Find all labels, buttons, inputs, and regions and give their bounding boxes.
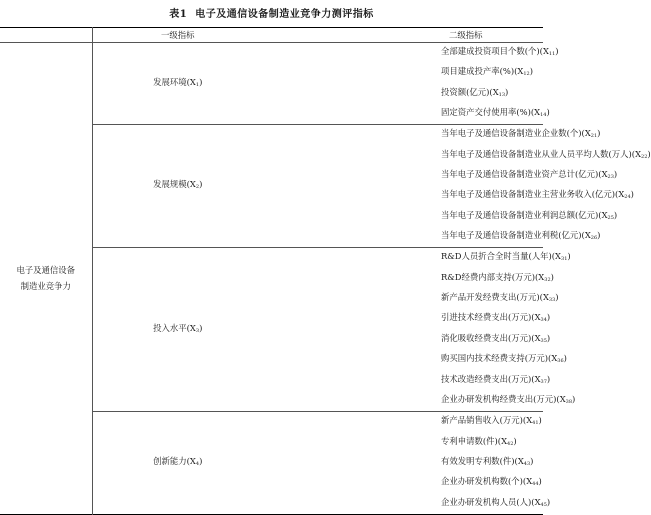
second-level-text: 全部建成投资项目个数(个) [441,46,540,56]
table-body [0,43,651,515]
indicator-subscript: 3 [195,327,200,334]
second-level-cell [263,227,601,248]
indicator-symbol: X [618,189,625,200]
indicator-subscript: 43 [523,460,531,467]
second-level-cell [263,146,651,166]
second-level-item: 企业办研发机构经费支出(万元)$(X_{38})$ [441,393,576,405]
second-level-cell [263,330,551,350]
second-level-cell [263,269,554,289]
indicator-subscript: 2 [195,184,200,191]
second-level-item: 消化吸收经费支出(万元)$(X_{35})$ [441,332,551,344]
indicator-symbol: X [534,107,541,118]
second-level-text: 项目建成投产率(%) [441,66,515,77]
indicator-symbol: X [555,251,562,262]
second-level-cell [263,433,543,453]
second-level-text: 投资额(亿元) [441,86,490,97]
second-level-text: 引进技术经费支出(万元) [441,312,532,323]
indicator-symbol: X [635,148,642,159]
indicator-subscript: 32 [544,276,551,283]
second-level-text: R&D经费内部支持(万元) [441,271,536,282]
indicator-symbol: X [189,322,196,333]
table-row [0,43,543,64]
first-level-cell: 发展环境$(X_1)$ [92,43,263,125]
second-level-cell [263,166,618,186]
indicator-subscript: 4 [195,460,200,467]
first-level-name: 投入水平 [153,322,187,333]
second-level-text: 专利申请数(件) [441,435,498,446]
second-level-text: 企业办研发机构数(个) [441,476,523,487]
indicator-symbol: X [551,353,558,364]
second-level-item: 企业办研发机构数(个)$(X_{44})$ [441,476,542,488]
first-level-cell: 发展规模$(X_2)$ [92,125,263,248]
first-level-cell: 投入水平$(X_3)$ [92,248,263,412]
indicator-subscript: 41 [532,420,539,427]
indicator-symbol: X [534,373,541,384]
table-caption [0,5,543,20]
second-level-item: 技术改造经费支出(万元)$(X_{37})$ [441,373,551,385]
second-level-cell [263,391,576,412]
indicator-subscript: 35 [540,337,547,344]
indicator-symbol: X [526,415,533,426]
indicator-symbol: X [534,332,541,343]
second-level-item: 当年电子及通信设备制造业从业人员平均人数(万人)$(X_{22})$ [441,148,651,160]
second-level-cell [263,43,559,64]
second-level-text: 当年电子及通信设备制造业资产总计(亿元) [441,169,599,180]
indicator-subscript: 24 [624,194,631,201]
second-level-cell [263,309,551,329]
indicator-table [0,27,651,515]
second-level-item: 当年电子及通信设备制造业主营业务收入(亿元)$(X_{24})$ [441,189,634,201]
second-level-cell [263,84,543,104]
header-first-level: 一级指标 [92,28,263,43]
second-level-text: 消化吸收经费支出(万元) [441,332,532,343]
second-level-item: 当年电子及通信设备制造业利润总额(亿元)$(X_{25})$ [441,209,618,221]
header-top-level [0,28,92,43]
second-level-text: 固定资产交付使用率(%) [441,107,531,118]
second-level-item: 项目建成投产率$(\%)(X_{12})$ [441,66,534,78]
indicator-subscript: 37 [540,378,547,385]
second-level-cell [263,104,550,125]
second-level-item: 当年电子及通信设备制造业企业数(个)$(X_{21})$ [441,128,601,140]
second-level-item: 固定资产交付使用率$(\%)(X_{14})$ [441,107,550,119]
indicator-subscript: 22 [641,153,648,160]
indicator-symbol: X [584,230,591,241]
indicator-subscript: 42 [507,440,514,447]
first-level-name: 发展环境 [153,76,187,87]
second-level-cell [263,186,634,206]
first-level-cell: 创新能力$(X_4)$ [92,412,263,515]
second-level-item: 引进技术经费支出(万元)$(X_{34})$ [441,312,551,324]
indicator-subscript: 14 [540,112,547,119]
second-level-cell [263,63,543,83]
second-level-item: 新产品销售收入(万元)$(X_{41})$ [441,415,542,427]
indicator-symbol: X [534,496,541,507]
second-level-cell [263,248,571,269]
second-level-cell [263,453,543,473]
second-level-text: 购买国内技术经费支持(万元) [441,353,549,364]
indicator-subscript: 33 [548,297,556,304]
second-level-text: 有效发明专利数(件) [441,455,515,466]
indicator-symbol: X [189,179,196,190]
table-header [0,28,543,43]
top-indicator-line: 电子及通信设备 [16,265,76,276]
second-level-cell [263,207,618,227]
indicator-subscript: 25 [607,214,614,221]
indicator-subscript: 1 [195,81,200,88]
indicator-subscript: 11 [548,51,556,57]
indicator-symbol: X [601,209,608,220]
second-level-text: R&D人员折合全时当量(人年) [441,251,552,262]
second-level-cell [263,412,543,433]
indicator-subscript: 12 [523,71,530,78]
second-level-cell [263,350,567,370]
second-level-text: 新产品开发经费支出(万元) [441,292,540,303]
indicator-subscript: 45 [540,501,547,508]
indicator-symbol: X [542,46,549,56]
second-level-text: 企业办研发机构经费支出(万元) [441,393,557,404]
indicator-subscript: 36 [557,358,564,365]
indicator-subscript: 21 [590,133,598,140]
second-level-item: 当年电子及通信设备制造业利税(亿元)$(X_{26})$ [441,230,601,242]
second-level-text: 当年电子及通信设备制造业企业数(个) [441,128,582,139]
indicator-symbol: X [584,128,591,139]
indicator-subscript: 23 [607,174,614,181]
second-level-item: 企业办研发机构人员(人)$(X_{45})$ [441,496,551,508]
second-level-cell [263,371,551,391]
indicator-symbol: X [542,292,549,303]
indicator-symbol: X [501,435,508,446]
second-level-item: 新产品开发经费支出(万元)$(X_{33})$ [441,292,559,304]
header-second-level: 二级指标 [263,28,543,43]
second-level-text: 当年电子及通信设备制造业主营业务收入(亿元) [441,189,616,200]
second-level-text: 当年电子及通信设备制造业利税(亿元) [441,230,582,241]
indicator-symbol: X [517,66,524,77]
indicator-subscript: 26 [590,235,598,242]
top-indicator-cell [0,43,92,515]
second-level-item: 投资额(亿元)$(X_{13})$ [441,86,509,98]
second-level-item: 购买国内技术经费支持(万元)$(X_{36})$ [441,353,567,365]
indicator-subscript: 13 [498,91,506,98]
indicator-symbol: X [189,76,196,87]
indicator-symbol: X [538,271,545,282]
indicator-subscript: 34 [540,317,547,324]
first-level-name: 创新能力 [153,455,187,466]
second-level-item: 有效发明专利数(件)$(X_{43})$ [441,455,534,467]
second-level-item: R&D人员折合全时当量(人年)$(X_{31})$ [441,251,571,263]
second-level-item: 专利申请数(件)$(X_{42})$ [441,435,517,447]
indicator-subscript: 38 [565,398,573,405]
table-title: 电子及通信设备制造业竞争力测评指标 [195,9,374,20]
second-level-text: 新产品销售收入(万元) [441,415,523,426]
indicator-symbol: X [559,393,566,404]
indicator-symbol: X [601,169,608,180]
second-level-item: 当年电子及通信设备制造业资产总计(亿元)$(X_{23})$ [441,169,618,181]
second-level-cell [263,494,551,515]
second-level-cell [263,125,601,146]
second-level-text: 当年电子及通信设备制造业从业人员平均人数(万人) [441,148,632,159]
indicator-symbol: X [534,312,541,323]
second-level-item: R&D经费内部支持(万元)$(X_{32})$ [441,271,554,283]
second-level-text: 技术改造经费支出(万元) [441,373,532,384]
indicator-symbol: X [189,455,196,466]
indicator-symbol: X [517,455,524,466]
indicator-symbol: X [492,86,499,97]
second-level-text: 企业办研发机构人员(人) [441,496,532,507]
second-level-item: 全部建成投资项目个数(个)$(X_{11})$ [441,46,559,57]
table-number: 表1 [169,9,188,20]
indicator-subscript: 31 [561,256,568,263]
indicator-symbol: X [526,476,533,487]
first-level-name: 发展规模 [153,179,187,190]
top-indicator-line: 制造业竞争力 [20,281,71,292]
second-level-cell [263,473,543,493]
second-level-cell [263,289,559,309]
indicator-subscript: 44 [532,481,539,488]
second-level-text: 当年电子及通信设备制造业利润总额(亿元) [441,209,599,220]
